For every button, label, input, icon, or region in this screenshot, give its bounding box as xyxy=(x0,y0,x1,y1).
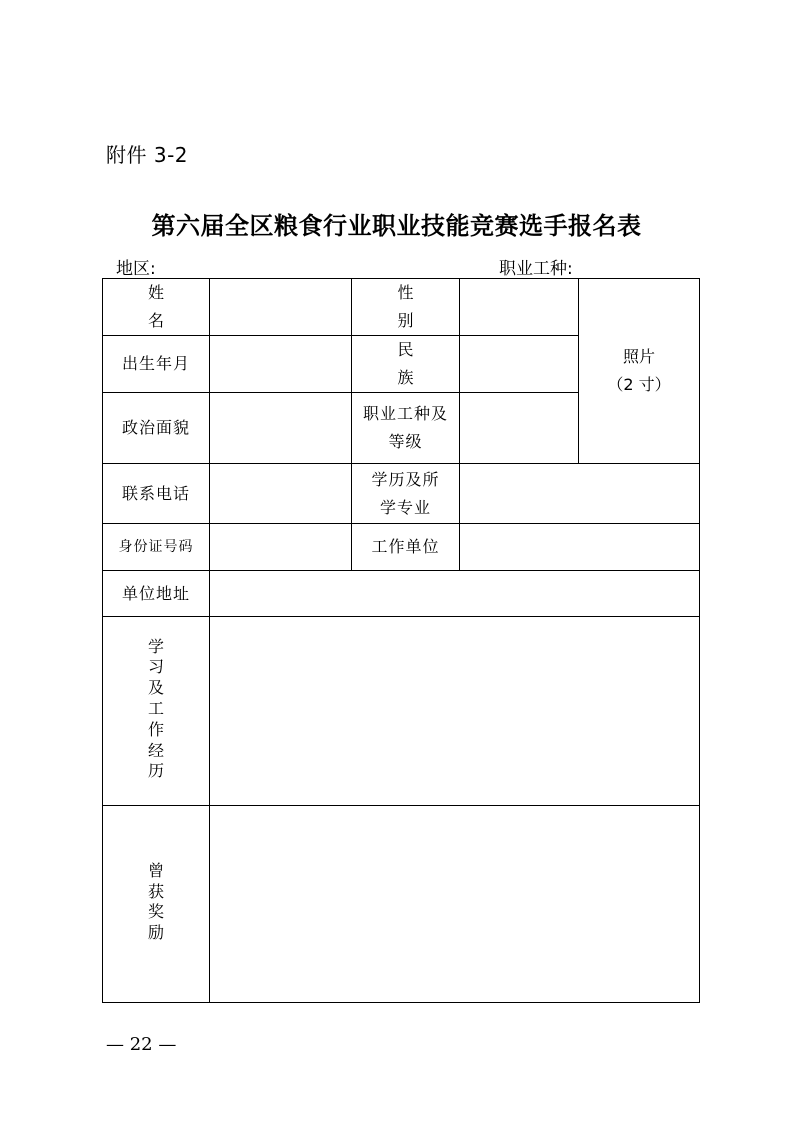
birth-label: 出生年月 xyxy=(103,336,210,393)
ethnicity-label: 民 族 xyxy=(352,336,460,393)
phone-field[interactable] xyxy=(210,464,352,524)
employer-field[interactable] xyxy=(460,524,700,571)
birth-field[interactable] xyxy=(210,336,352,393)
job-level-text: 职业工种及等级 xyxy=(362,404,448,451)
name-label: 姓 名 xyxy=(103,279,210,336)
ethnicity-field[interactable] xyxy=(460,336,579,393)
phone-label: 联系电话 xyxy=(103,464,210,524)
education-label xyxy=(352,464,460,524)
awards-field[interactable] xyxy=(210,806,700,1003)
page-title: 第六届全区粮食行业职业技能竞赛选手报名表 xyxy=(151,211,642,240)
job-level-label xyxy=(352,393,460,464)
education-field[interactable] xyxy=(460,464,700,524)
political-field[interactable] xyxy=(210,393,352,464)
registration-form-table xyxy=(102,278,700,1003)
photo-cell[interactable] xyxy=(579,279,700,464)
gender-label: 性 别 xyxy=(352,279,460,336)
address-label: 单位地址 xyxy=(103,571,210,617)
experience-text: 学习及工作经历 xyxy=(147,636,164,781)
political-label: 政治面貌 xyxy=(103,393,210,464)
awards-text: 曾获奖励 xyxy=(147,860,164,943)
id-number-field[interactable] xyxy=(210,524,352,571)
photo-size-label: （2 寸） xyxy=(607,375,671,394)
page-number: — 22 — xyxy=(106,1034,177,1055)
region-label: 地区: xyxy=(116,259,156,279)
gender-field[interactable] xyxy=(460,279,579,336)
education-text: 学历及所学专业 xyxy=(371,469,440,517)
attachment-label: 附件 3-2 xyxy=(106,143,189,167)
id-number-label: 身份证号码 xyxy=(103,524,210,571)
employer-label: 工作单位 xyxy=(352,524,460,571)
experience-label xyxy=(103,617,210,806)
address-field[interactable] xyxy=(210,571,700,617)
awards-label xyxy=(103,806,210,1003)
experience-field[interactable] xyxy=(210,617,700,806)
job-level-field[interactable] xyxy=(460,393,579,464)
photo-label: 照片 xyxy=(622,347,655,366)
job-type-label: 职业工种: xyxy=(499,259,573,279)
name-field[interactable] xyxy=(210,279,352,336)
